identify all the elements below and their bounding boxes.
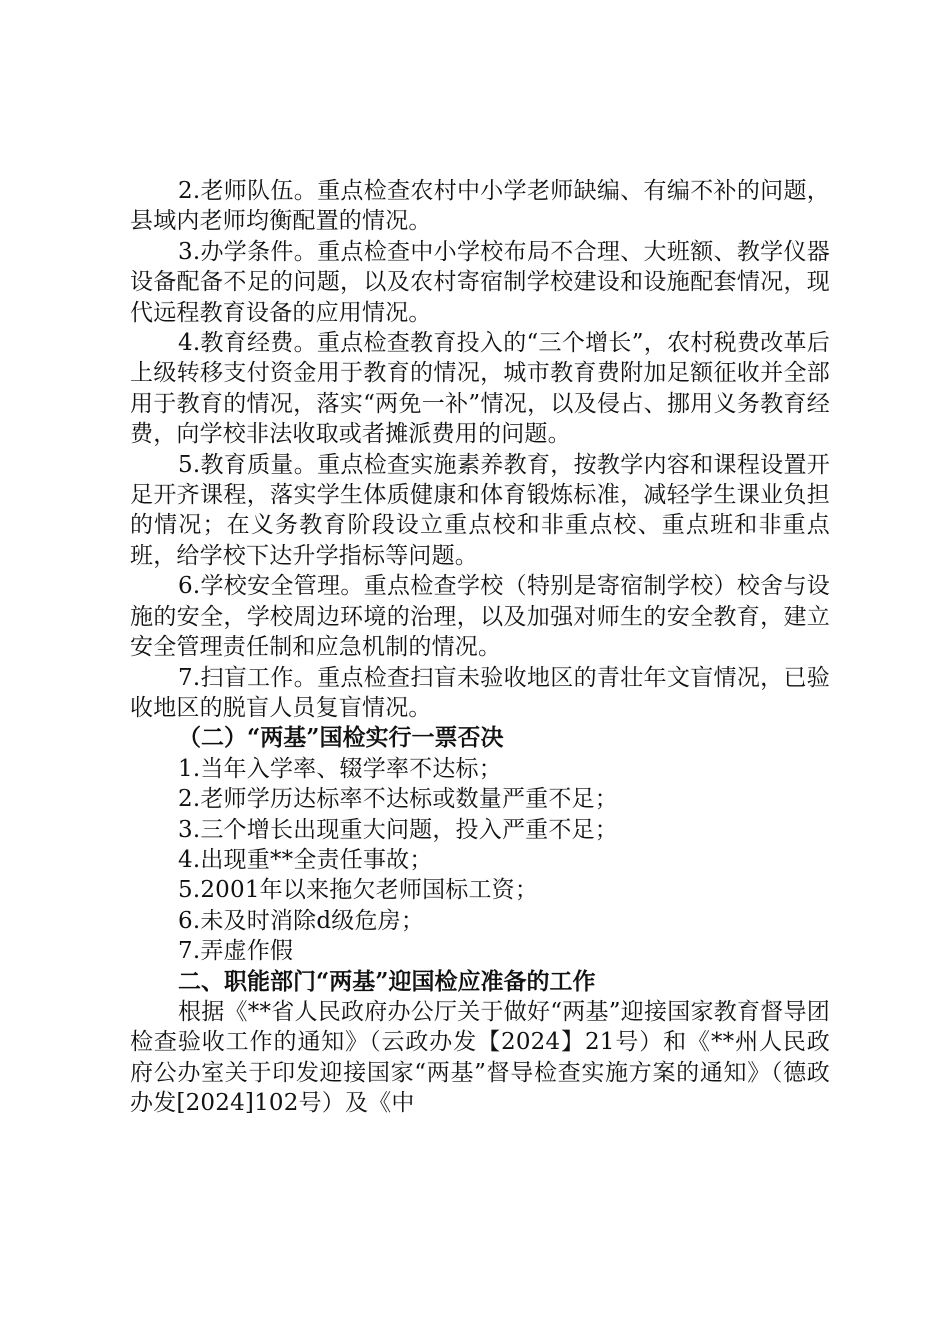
paragraph-school-safety: 6.学校安全管理。重点检查学校（特别是寄宿制学校）校舍与设施的安全，学校周边环境的治理，以及加强对师生的安全教育，建立安全管理责任制和应急机制的情况。 <box>130 573 830 661</box>
paragraph-education-quality: 5.教育质量。重点检查实施素养教育，按教学内容和课程设置开足开齐课程，落实学生体质健康和体育锻炼标准，减轻学生课业负担的情况；在义务教育阶段设立重点校和非重点校、重点班和非重点班，给学校下达升学指标等问题。 <box>130 451 830 569</box>
veto-item: 7.弄虚作假 <box>178 938 294 965</box>
veto-item: 3.三个增长出现重大问题，投入严重不足； <box>178 816 618 843</box>
paragraph-school-conditions: 3.办学条件。重点检查中小学校布局不合理、大班额、教学仪器设备配备不足的问题，以及农村寄宿制学校建设和设施配套情况，现代远程教育设备的应用情况。 <box>130 238 830 326</box>
veto-item: 1.当年入学率、辍学率不达标； <box>178 755 502 782</box>
document-body <box>130 176 830 1119</box>
veto-item: 6.未及时消除d级危房； <box>178 907 425 934</box>
paragraph-literacy-work: 7.扫盲工作。重点检查扫盲未验收地区的青壮年文盲情况，已验收地区的脱盲人员复盲情况。 <box>130 664 830 721</box>
veto-item: 2.老师学历达标率不达标或数量严重不足； <box>178 786 618 813</box>
paragraph-teacher-staff: 2.老师队伍。重点检查农村中小学老师缺编、有编不补的问题，县域内老师均衡配置的情况。 <box>130 178 830 235</box>
paragraph-according-to: 根据《**省人民政府办公厅关于做好“两基”迎接国家教育督导团检查验收工作的通知》（云政办发【2024】21号）和《**州人民政府公办室关于印发迎接国家“两基”督导检查实施方案的通知》（德政办发[2024]102号）及《中 <box>130 998 830 1117</box>
paragraph-education-funding: 4.教育经费。重点检查教育投入的“三个增长”，农村税费改革后上级转移支付资金用于教育的情况，城市教育费附加足额征收并全部用于教育的情况，落实“两免一补”情况，以及侵占、挪用义务教育经费，向学校非法收取或者摊派费用的问题。 <box>130 330 830 448</box>
veto-item: 5.2001年以来拖欠老师国标工资； <box>178 877 539 904</box>
section-heading-preparation: 二、职能部门“两基”迎国检应准备的工作 <box>178 967 596 995</box>
subheading-one-vote-veto: （二）“两基”国检实行一票否决 <box>178 724 504 752</box>
veto-item: 4.出现重**全责任事故； <box>178 846 433 873</box>
